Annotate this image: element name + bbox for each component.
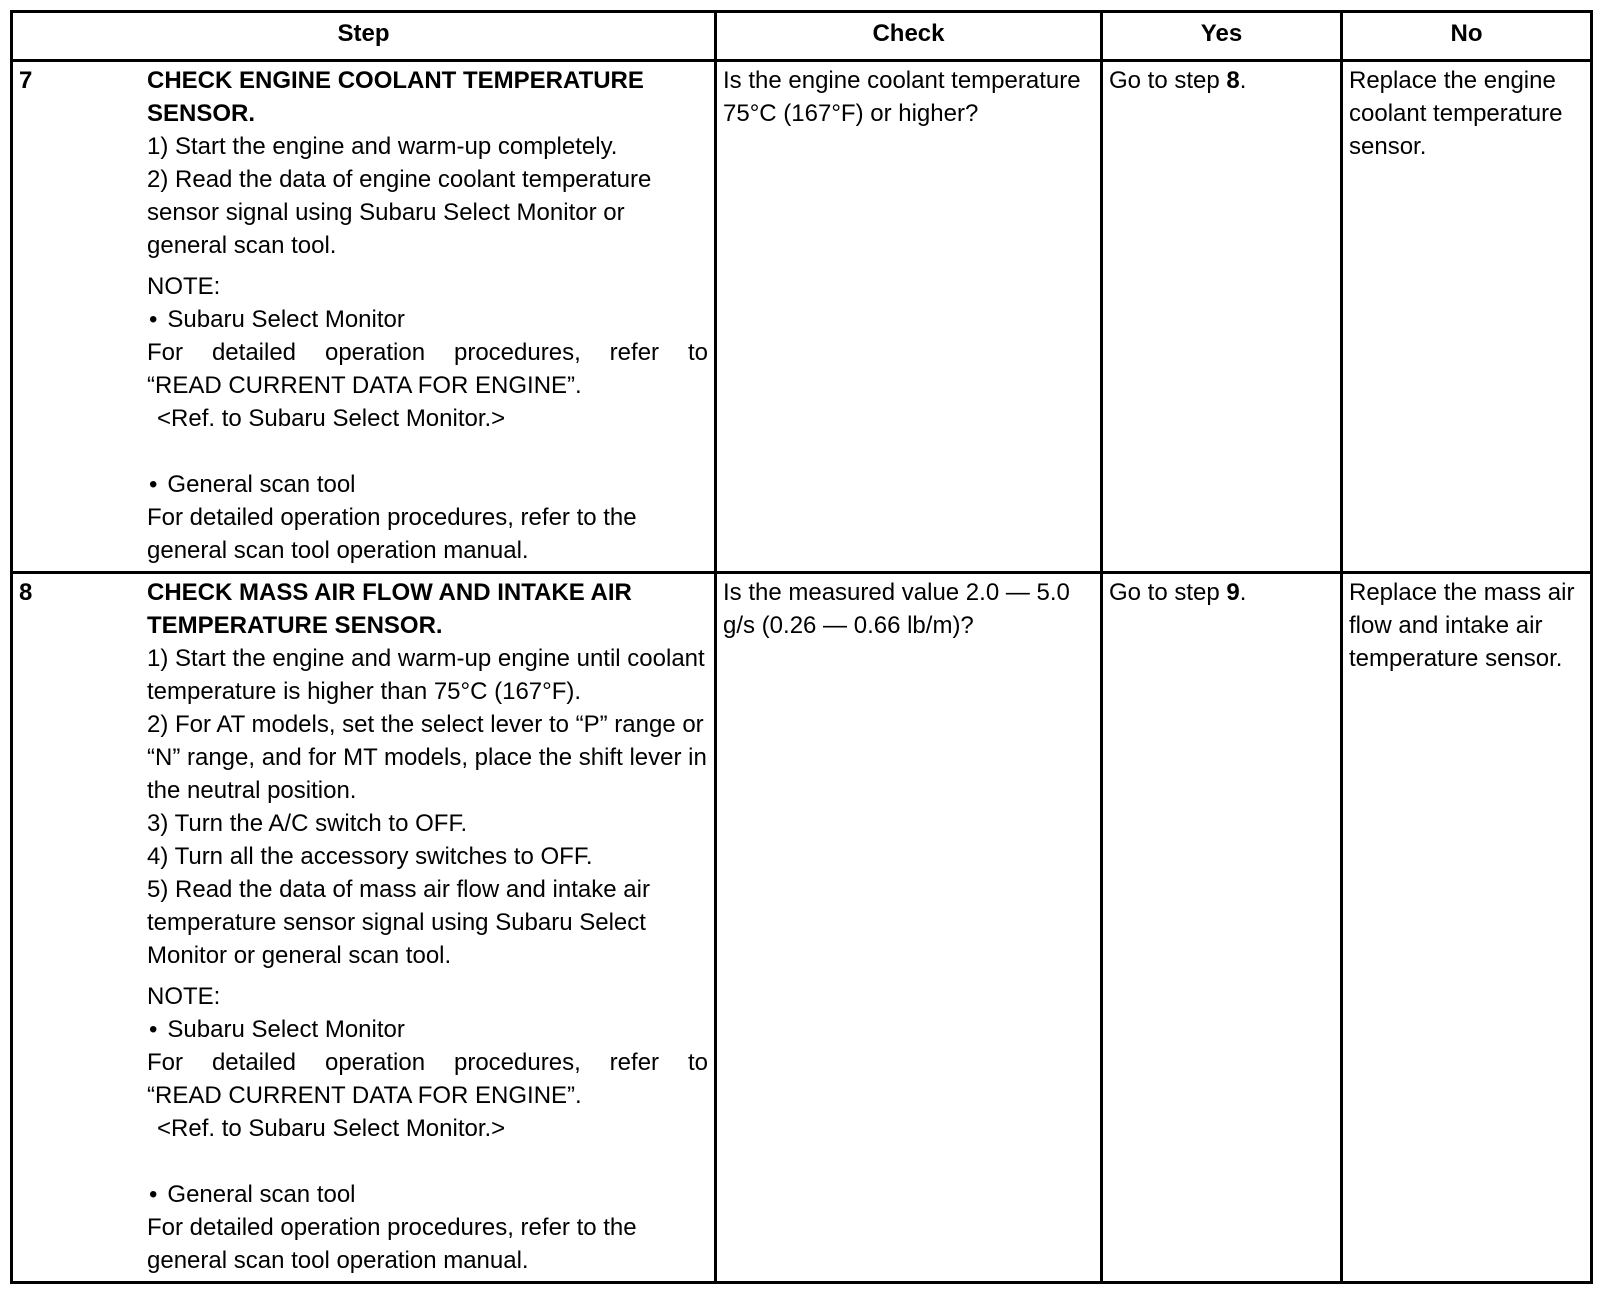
note-text: general scan tool operation manual.: [147, 537, 529, 564]
note-label: NOTE:: [147, 273, 221, 300]
yes-cell: [1102, 61, 1342, 573]
note-bullet: • General scan tool: [147, 1178, 708, 1211]
note-text: For detailed operation procedures, refer to: [147, 339, 708, 366]
no-cell: Replace the engine coolant temperature sensor.: [1342, 61, 1592, 573]
no-cell: Replace the mass air flow and intake air temperature sensor.: [1342, 573, 1592, 1283]
table-row: [12, 573, 1592, 1283]
check-cell: Is the engine coolant temperature 75°C (167°F) or higher?: [716, 61, 1102, 573]
note-bullet: • Subaru Select Monitor: [147, 1013, 708, 1046]
step-title: CHECK ENGINE COOLANT TEMPERATURE SENSOR.: [147, 67, 644, 127]
instruction: 4) Turn all the accessory switches to OFF.: [147, 843, 593, 870]
instruction: 2) Read the data of engine coolant temperature sensor signal using Subaru Select Monitor or general scan tool.: [147, 166, 652, 259]
instruction: 5) Read the data of mass air flow and intake air temperature sensor signal using Subaru Select Monitor or general scan tool.: [147, 876, 650, 969]
header-row: [12, 12, 1592, 61]
note-text: For detailed operation procedures, refer to the: [147, 504, 637, 531]
instruction: 1) Start the engine and warm-up completely.: [147, 133, 618, 160]
step-title: CHECK MASS AIR FLOW AND INTAKE AIR TEMPERATURE SENSOR.: [147, 579, 632, 639]
header-check: Check: [716, 12, 1102, 61]
instruction: 1) Start the engine and warm-up engine until coolant temperature is higher than 75°C (167°F).: [147, 645, 705, 705]
step-number: 8: [19, 579, 33, 606]
yes-text: Go to step: [1109, 579, 1227, 606]
note-text: “READ CURRENT DATA FOR ENGINE”.: [147, 372, 582, 399]
yes-suffix: .: [1239, 579, 1247, 606]
yes-text: Go to step: [1109, 67, 1227, 94]
step-body: [147, 64, 708, 567]
yes-cell: [1102, 573, 1342, 1283]
note-text: For detailed operation procedures, refer to: [147, 1049, 708, 1076]
note-bullet: • General scan tool: [147, 468, 708, 501]
step-cell: [12, 573, 716, 1283]
header-yes: Yes: [1102, 12, 1342, 61]
check-cell: Is the measured value 2.0 — 5.0 g/s (0.26 — 0.66 lb/m)?: [716, 573, 1102, 1283]
step-number: 7: [19, 67, 33, 94]
yes-suffix: .: [1239, 67, 1247, 94]
step-cell: [12, 61, 716, 573]
yes-step-number: 9: [1226, 579, 1240, 606]
yes-step-number: 8: [1226, 67, 1240, 94]
instruction: 3) Turn the A/C switch to OFF.: [147, 810, 468, 837]
note-text: “READ CURRENT DATA FOR ENGINE”.: [147, 1082, 582, 1109]
step-body: [147, 576, 708, 1277]
note-text: For detailed operation procedures, refer to the: [147, 1214, 637, 1241]
header-no: No: [1342, 12, 1592, 61]
note-reference: <Ref. to Subaru Select Monitor.>: [157, 1115, 506, 1142]
note-text: general scan tool operation manual.: [147, 1247, 529, 1274]
table-row: [12, 61, 1592, 573]
note-reference: <Ref. to Subaru Select Monitor.>: [157, 405, 506, 432]
diagnostic-table: [10, 10, 1593, 1284]
note-bullet: • Subaru Select Monitor: [147, 303, 708, 336]
header-step: Step: [12, 12, 716, 61]
instruction: 2) For AT models, set the select lever to “P” range or “N” range, and for MT models, place the shift lever in the neutral position.: [147, 711, 707, 804]
note-label: NOTE:: [147, 983, 221, 1010]
